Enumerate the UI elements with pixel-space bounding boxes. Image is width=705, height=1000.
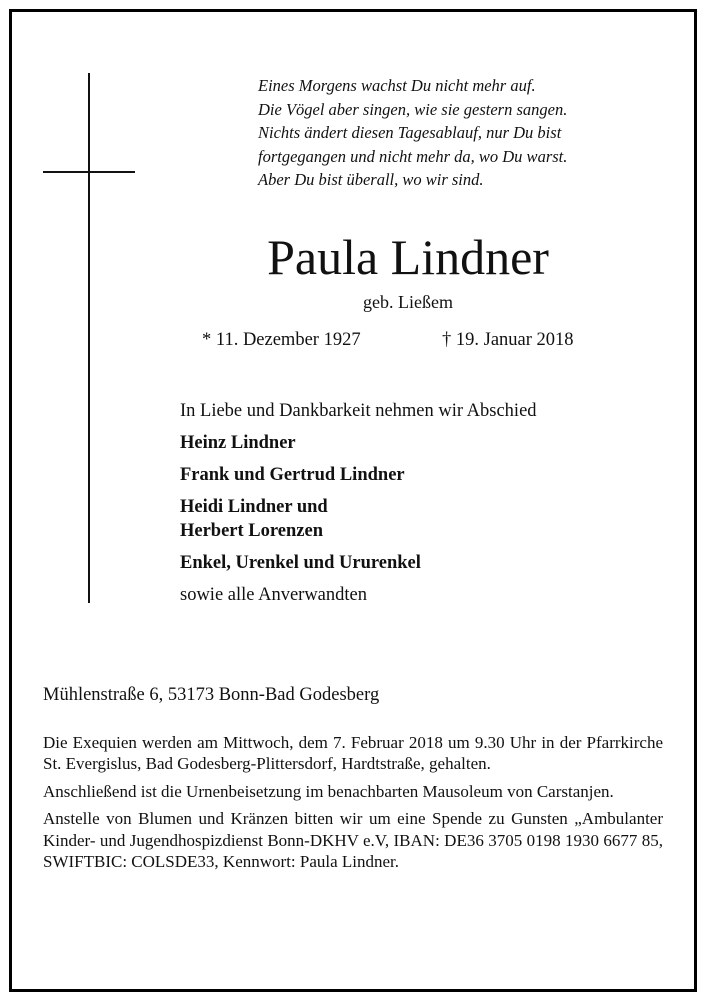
cross-icon-horizontal (43, 171, 135, 173)
mourner-name: Frank und Gertrud Lindner (180, 465, 405, 485)
mourner-name: Heinz Lindner (180, 433, 296, 453)
birth-date: * 11. Dezember 1927 (202, 330, 361, 350)
burial-note: Anschließend ist die Urnenbeisetzung im benachbarten Mausoleum von Carstanjen. (43, 781, 614, 801)
service-notes (43, 732, 663, 878)
funeral-service-note: Die Exequien werden am Mittwoch, dem 7. Februar 2018 um 9.30 Uhr in der Pfarrkirche St. Evergislus, Bad Godesberg-Plittersdorf, Hardtstraße, gehalten. (43, 733, 663, 774)
mourner-name: Enkel, Urenkel und Ururenkel (180, 553, 421, 573)
mourners-closing: sowie alle Anverwandten (180, 585, 367, 605)
poem-line: Die Vögel aber singen, wie sie gestern sangen. (258, 99, 568, 119)
death-date: † 19. Januar 2018 (442, 330, 574, 350)
maiden-name: geb. Ließem (363, 292, 453, 312)
poem (258, 74, 678, 192)
deceased-name: Paula Lindner (267, 229, 549, 285)
obituary-frame (9, 9, 697, 992)
mourners-intro: In Liebe und Dankbarkeit nehmen wir Abschied (180, 401, 537, 421)
poem-line: fortgegangen und nicht mehr da, wo Du warst. (258, 146, 568, 166)
mourner-name: Herbert Lorenzen (180, 521, 323, 541)
cross-icon-vertical (88, 73, 90, 603)
mourners-block (180, 399, 537, 607)
poem-line: Aber Du bist überall, wo wir sind. (258, 170, 484, 189)
mourner-name: Heidi Lindner und (180, 497, 328, 517)
donation-note: Anstelle von Blumen und Kränzen bitten wir um eine Spende zu Gunsten „Ambulanter Kinder- und Jugendhospizdienst Bonn-DKHV e.V, IBAN: DE36 3705 0198 1930 6677 85, SWIFTBIC: COLSDE33, Kennwort: Paula Lindner. (43, 809, 663, 872)
poem-line: Nichts ändert diesen Tagesablauf, nur Du bist (258, 123, 562, 142)
poem-line: Eines Morgens wachst Du nicht mehr auf. (258, 76, 536, 95)
family-address: Mühlenstraße 6, 53173 Bonn-Bad Godesberg (43, 685, 380, 705)
